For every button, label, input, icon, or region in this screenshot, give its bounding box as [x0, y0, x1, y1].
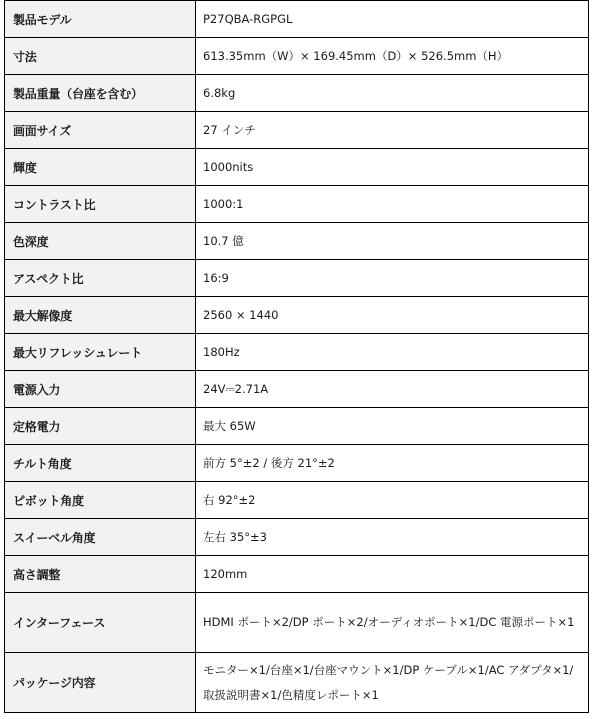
- spec-label: 高さ調整: [5, 556, 196, 593]
- spec-row-package: [5, 653, 589, 713]
- spec-value: 120mm: [196, 556, 589, 593]
- spec-row-rated-power: [5, 408, 589, 445]
- spec-label: 画面サイズ: [5, 112, 196, 149]
- spec-label: コントラスト比: [5, 186, 196, 223]
- spec-row-tilt: [5, 445, 589, 482]
- spec-row-interface: [5, 593, 589, 653]
- spec-row-contrast: [5, 186, 589, 223]
- spec-value: 6.8kg: [196, 75, 589, 112]
- spec-value: 180Hz: [196, 334, 589, 371]
- spec-label: 電源入力: [5, 371, 196, 408]
- spec-label: ピボット角度: [5, 482, 196, 519]
- spec-value: 右 92°±2: [196, 482, 589, 519]
- spec-label: 最大解像度: [5, 297, 196, 334]
- spec-value: 27 インチ: [196, 112, 589, 149]
- spec-row-weight: [5, 75, 589, 112]
- spec-value: 最大 65W: [196, 408, 589, 445]
- spec-row-swivel: [5, 519, 589, 556]
- spec-label: 製品モデル: [5, 1, 196, 38]
- spec-row-model: [5, 1, 589, 38]
- spec-value: モニター×1/台座×1/台座マウント×1/DP ケーブル×1/AC アダプタ×1/取扱説明書×1/色精度レポート×1: [196, 653, 589, 713]
- spec-label: 色深度: [5, 223, 196, 260]
- spec-value: 613.35mm（W）× 169.45mm（D）× 526.5mm（H）: [196, 38, 589, 75]
- spec-value: HDMI ポート×2/DP ポート×2/オーディオポート×1/DC 電源ポート×1: [196, 593, 589, 653]
- spec-row-resolution: [5, 297, 589, 334]
- spec-row-power-input: [5, 371, 589, 408]
- spec-label: チルト角度: [5, 445, 196, 482]
- spec-value: 左右 35°±3: [196, 519, 589, 556]
- spec-row-brightness: [5, 149, 589, 186]
- spec-value: P27QBA-RGPGL: [196, 1, 589, 38]
- spec-label: 寸法: [5, 38, 196, 75]
- spec-label: アスペクト比: [5, 260, 196, 297]
- spec-row-screen-size: [5, 112, 589, 149]
- spec-row-aspect-ratio: [5, 260, 589, 297]
- spec-value: 1000nits: [196, 149, 589, 186]
- spec-value: 2560 × 1440: [196, 297, 589, 334]
- spec-label: 最大リフレッシュレート: [5, 334, 196, 371]
- spec-row-dimensions: [5, 38, 589, 75]
- spec-row-color-depth: [5, 223, 589, 260]
- spec-label: 製品重量（台座を含む）: [5, 75, 196, 112]
- spec-value: 24V⎓2.71A: [196, 371, 589, 408]
- spec-label: 定格電力: [5, 408, 196, 445]
- spec-table: [4, 0, 589, 713]
- spec-label: スイーベル角度: [5, 519, 196, 556]
- spec-row-pivot: [5, 482, 589, 519]
- spec-row-height-adjust: [5, 556, 589, 593]
- spec-label: インターフェース: [5, 593, 196, 653]
- spec-value: 10.7 億: [196, 223, 589, 260]
- spec-value: 前方 5°±2 / 後方 21°±2: [196, 445, 589, 482]
- spec-value: 1000:1: [196, 186, 589, 223]
- spec-value: 16:9: [196, 260, 589, 297]
- spec-row-refresh-rate: [5, 334, 589, 371]
- spec-label: 輝度: [5, 149, 196, 186]
- spec-label: パッケージ内容: [5, 653, 196, 713]
